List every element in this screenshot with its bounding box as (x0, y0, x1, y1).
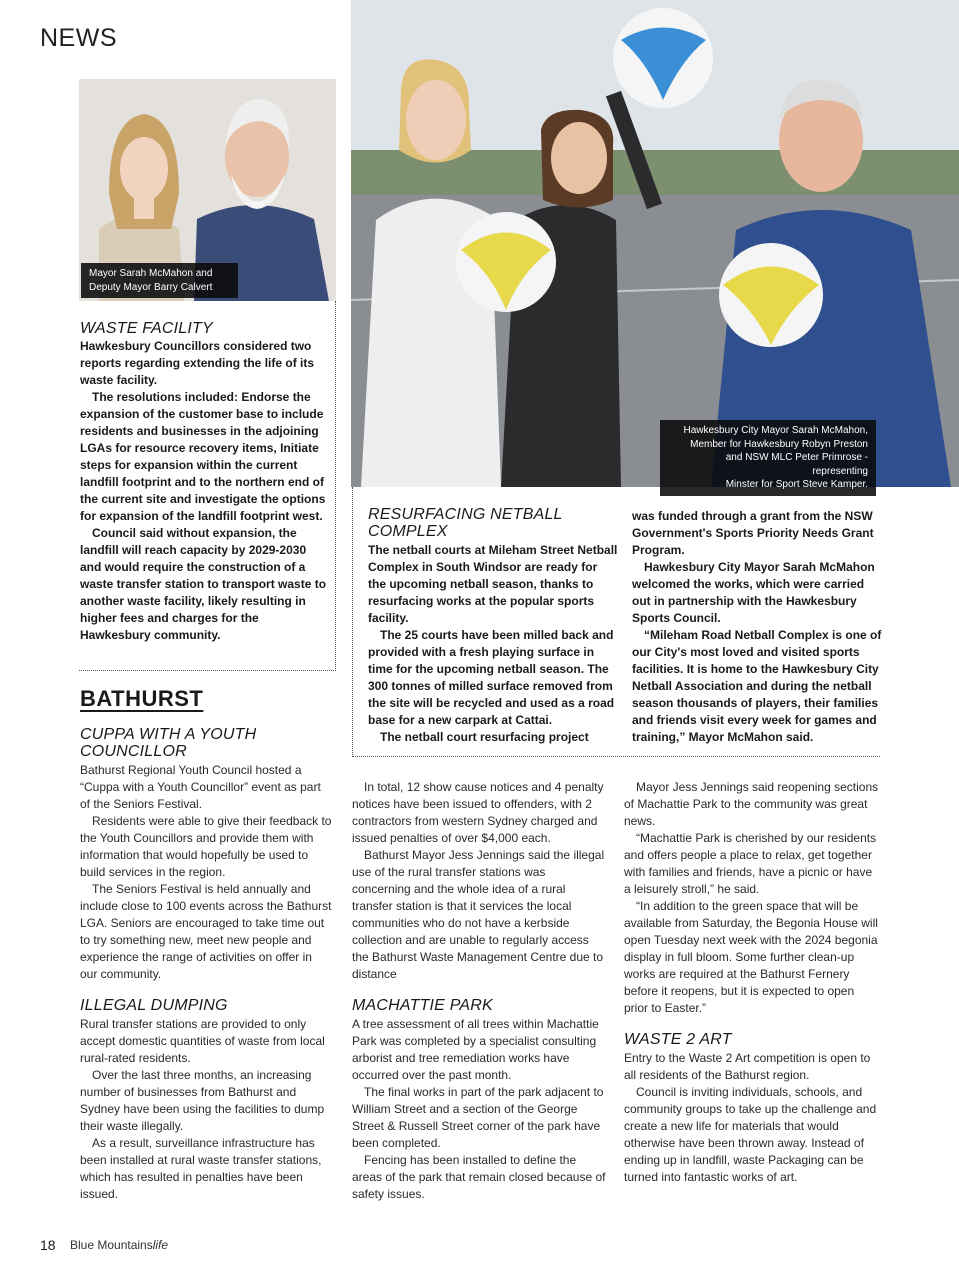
paragraph: In total, 12 show cause notices and 4 penalty notices have been issued to offenders, with 2 contractors from western Sydney charged and issued penalties of over $4,000 each. (352, 780, 604, 845)
netball-photo (351, 0, 959, 487)
paragraph: Bathurst Regional Youth Council hosted a “Cuppa with a Youth Councillor” event as part of the Seniors Festival. (80, 763, 321, 811)
netball-caption-line: Hawkesbury City Mayor Sarah McMahon, (683, 425, 868, 436)
divider (335, 301, 336, 671)
paragraph: “Mileham Road Netball Complex is one of our City's most loved and visited sports facilities. It is home to the Hawkesbury City Netball Association and during the netball season thousands of players, their families and friends visit every week for games and training,” Mayor McMahon said. (632, 628, 882, 744)
paragraph: A tree assessment of all trees within Machattie Park was completed by a specialist consulting arborist and tree remediation works have occurred over the past month. (352, 1017, 599, 1082)
paragraph: “In addition to the green space that will be available from Saturday, the Begonia House will open Tuesday next week with the 2024 begonia display in full bloom. Some further clean-up works are required at the Bathurst Fernery before it reopens, but it is expected to open prior to Easter.” (624, 899, 878, 1015)
magazine-name-suffix: life (152, 1238, 169, 1252)
paragraph: Fencing has been installed to define the areas of the park that remain closed because of safety issues. (352, 1153, 606, 1201)
waste-facility-heading: WASTE FACILITY (80, 320, 213, 337)
paragraph: Council is inviting individuals, schools, and community groups to take up the challenge and create a new life for materials that would otherwise have been thrown away. Instead of ending up in landfill, waste Packaging can be turned into fantastic works of art. (624, 1085, 877, 1184)
paragraph: “Machattie Park is cherished by our residents and offers people a place to relax, get together with families and friends, have a picnic or have a leisurely stroll,” he said. (624, 831, 877, 896)
paragraph: Residents were able to give their feedback to the Youth Councillors and provide them with information that would hopefully be used to build services in the region. (80, 814, 332, 879)
netball-heading-line: COMPLEX (368, 523, 448, 540)
machattie-body-col3 (624, 779, 879, 1017)
paragraph: Entry to the Waste 2 Art competition is open to all residents of the Bathurst region. (624, 1051, 871, 1082)
netball-body-col2 (632, 508, 882, 746)
paragraph: Hawkesbury Councillors considered two reports regarding extending the life of its waste facility. (80, 339, 315, 387)
paragraph: The netball courts at Mileham Street Netball Complex in South Windsor are ready for the upcoming netball season, thanks to resurfacing works at the popular sports facility. (368, 543, 618, 625)
paragraph: Mayor Jess Jennings said reopening sections of Machattie Park to the community was great news. (624, 780, 879, 828)
divider (352, 487, 353, 757)
netball-body-col1 (368, 542, 618, 746)
netball-caption-line: Minster for Sport Steve Kamper. (725, 479, 868, 490)
cuppa-heading (80, 726, 256, 760)
paragraph: was funded through a grant from the NSW Government's Sports Priority Needs Grant Program. (632, 509, 874, 557)
magazine-name-main: Blue Mountains (70, 1238, 153, 1252)
cuppa-heading-line: CUPPA WITH A YOUTH (80, 726, 257, 743)
netball-illustration (351, 0, 959, 487)
netball-heading (368, 506, 563, 540)
dumping-body-col1 (80, 1016, 335, 1203)
paragraph: The 25 courts have been milled back and provided with a fresh playing surface in time for the upcoming netball season. The 300 tonnes of milled surface removed from the site will be recycled and used as a road base for a new carpark at Cattai. (368, 628, 615, 727)
netball-heading-line: RESURFACING NETBALL (368, 506, 563, 523)
councillors-caption-line: Deputy Mayor Barry Calvert (89, 281, 213, 293)
paragraph: Rural transfer stations are provided to only accept domestic quantities of waste from local rural-rated residents. (80, 1017, 325, 1065)
paragraph: The final works in part of the park adjacent to William Street and a section of the George Street & Russell Street corner of the park have been completed. (352, 1085, 604, 1150)
paragraph: Council said without expansion, the landfill will reach capacity by 2029-2030 and would require the construction of a waste transfer station to transport waste to another waste facility, likely resulting in higher fees and charges for the Hawkesbury community. (80, 526, 327, 642)
netball-caption-line: Member for Hawkesbury Robyn Preston (690, 438, 868, 450)
councillors-caption (81, 263, 238, 298)
page-number: 18 (40, 1237, 56, 1253)
divider (79, 670, 336, 671)
waste2art-body (624, 1050, 879, 1186)
cuppa-heading-line: COUNCILLOR (80, 743, 187, 760)
section-label: NEWS (40, 24, 117, 52)
paragraph: The resolutions included: Endorse the expansion of the customer base to include residents and businesses in the adjoining LGAs for resource recovery items, Initiate steps for expansion within the current landfill footprint and to the northern end of the current site and investigate the options for expansion of the landfill footprint west. (80, 390, 326, 523)
divider (352, 756, 880, 757)
paragraph: Hawkesbury City Mayor Sarah McMahon welcomed the works, which were carried out in partnership with the Hawkesbury Sports Council. (632, 560, 875, 625)
waste2art-heading: WASTE 2 ART (624, 1031, 732, 1048)
paragraph: The netball court resurfacing project (380, 730, 589, 744)
netball-caption (660, 420, 876, 496)
magazine-name (70, 1238, 168, 1252)
machattie-heading: MACHATTIE PARK (352, 997, 493, 1014)
councillors-caption-line: Mayor Sarah McMahon and (89, 268, 213, 279)
netball-caption-line: and NSW MLC Peter Primrose - representing (725, 452, 868, 477)
paragraph: As a result, surveillance infrastructure has been installed at rural waste transfer stations, which has resulted in penalties have been issued. (80, 1136, 322, 1201)
paragraph: Over the last three months, an increasing number of businesses from Bathurst and Sydney have been using the facilities to dump their waste illegally. (80, 1068, 325, 1133)
dumping-heading: ILLEGAL DUMPING (80, 997, 228, 1014)
paragraph: The Seniors Festival is held annually and include close to 100 events across the Bathurst LGA. Seniors are encouraged to take time out to try something new, meet new people and experience the range of activities on offer in our community. (80, 882, 332, 981)
cuppa-body (80, 762, 332, 983)
paragraph: Bathurst Mayor Jess Jennings said the illegal use of the rural transfer stations was concerning and the whole idea of a rural transfer station is that it services the local communities who do not have a kerbside collection and are unable to regularly access the Bathurst Waste Management Centre due to distance (352, 848, 605, 981)
region-heading: BATHURST (80, 686, 204, 711)
waste-facility-body (80, 338, 330, 644)
dumping-body-col2 (352, 779, 607, 983)
machattie-body-col2 (352, 1016, 607, 1203)
